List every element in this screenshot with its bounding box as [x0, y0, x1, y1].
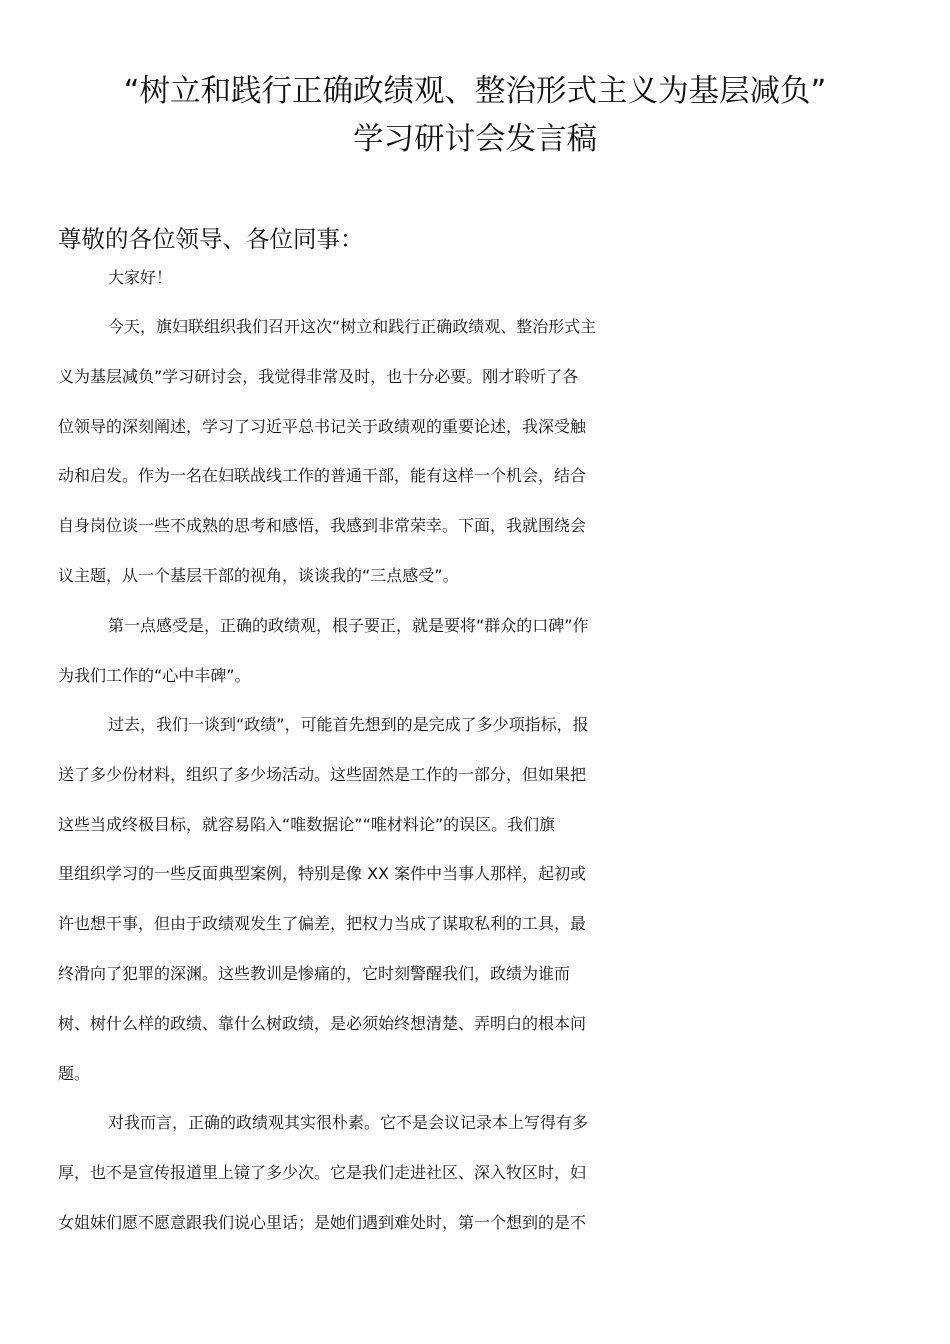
- paragraph-2: [58, 613, 894, 713]
- paragraph-line: 树、树什么样的政绩、靠什么树政绩，是必须始终想清楚、弄明白的根本问: [58, 1013, 587, 1033]
- paragraph-line: 今天，旗妇联组织我们召开这次“树立和践行正确政绩观、整治形式主: [108, 317, 597, 336]
- paragraph-line: 过去，我们一谈到“政绩”，可能首先想到的是完成了多少项指标，报: [108, 715, 589, 734]
- greeting-paragraph: [58, 265, 894, 315]
- paragraph-line: 题。: [58, 1063, 91, 1083]
- paragraph-1: [58, 314, 894, 613]
- paragraph-line: 这些当成终极目标，就容易陷入“唯数据论”“唯材料论”的误区。我们旗: [58, 814, 556, 834]
- paragraph-line: 议主题，从一个基层干部的视角，谈谈我的“三点感受”。: [58, 565, 459, 585]
- paragraph-line: 对我而言，正确的政绩观其实很朴素。它不是会议记录本上写得有多: [108, 1113, 589, 1132]
- paragraph-line: 位领导的深刻阐述，学习了习近平总书记关于政绩观的重要论述，我深受触: [58, 416, 587, 436]
- title-line-1: “树立和践行正确政绩观、整治形式主义为基层减负”: [123, 74, 827, 109]
- paragraph-line: 送了多少份材料，组织了多少场活动。这些固然是工作的一部分，但如果把: [58, 764, 587, 784]
- paragraph-line: 女姐妹们愿不愿意跟我们说心里话；是她们遇到难处时，第一个想到的是不: [58, 1212, 587, 1232]
- salutation: 尊敬的各位领导、各位同事：: [58, 225, 364, 253]
- paragraph-4: [58, 1110, 894, 1259]
- paragraph-line: 许也想干事，但由于政绩观发生了偏差，把权力当成了谋取私利的工具，最: [58, 914, 587, 934]
- paragraph-line: 为我们工作的“心中丰碑”。: [58, 665, 251, 685]
- paragraph-line: 里组织学习的一些反面典型案例，特别是像 XX 案件中当事人那样，起初或: [58, 864, 587, 884]
- paragraph-line: 动和启发。作为一名在妇联战线工作的普通干部，能有这样一个机会，结合: [58, 466, 587, 486]
- paragraph-3: [58, 712, 894, 1110]
- paragraph-line: 自身岗位谈一些不成熟的思考和感悟，我感到非常荣幸。下面，我就围绕会: [58, 516, 587, 536]
- paragraph-line: 义为基层减负”学习研讨会，我觉得非常及时，也十分必要。刚才聆听了各: [58, 366, 579, 386]
- paragraph-line: 厚，也不是宣传报道里上镜了多少次。它是我们走进社区、深入牧区时，妇: [58, 1162, 587, 1182]
- paragraph-line: 第一点感受是，正确的政绩观，根子要正，就是要将“群众的口碑”作: [108, 616, 589, 635]
- paragraph-line: 终滑向了犯罪的深渊。这些教训是惨痛的，它时刻警醒我们，政绩为谁而: [58, 963, 571, 983]
- greeting: 大家好！: [108, 268, 173, 287]
- title-line-2: 学习研讨会发言稿: [353, 122, 597, 157]
